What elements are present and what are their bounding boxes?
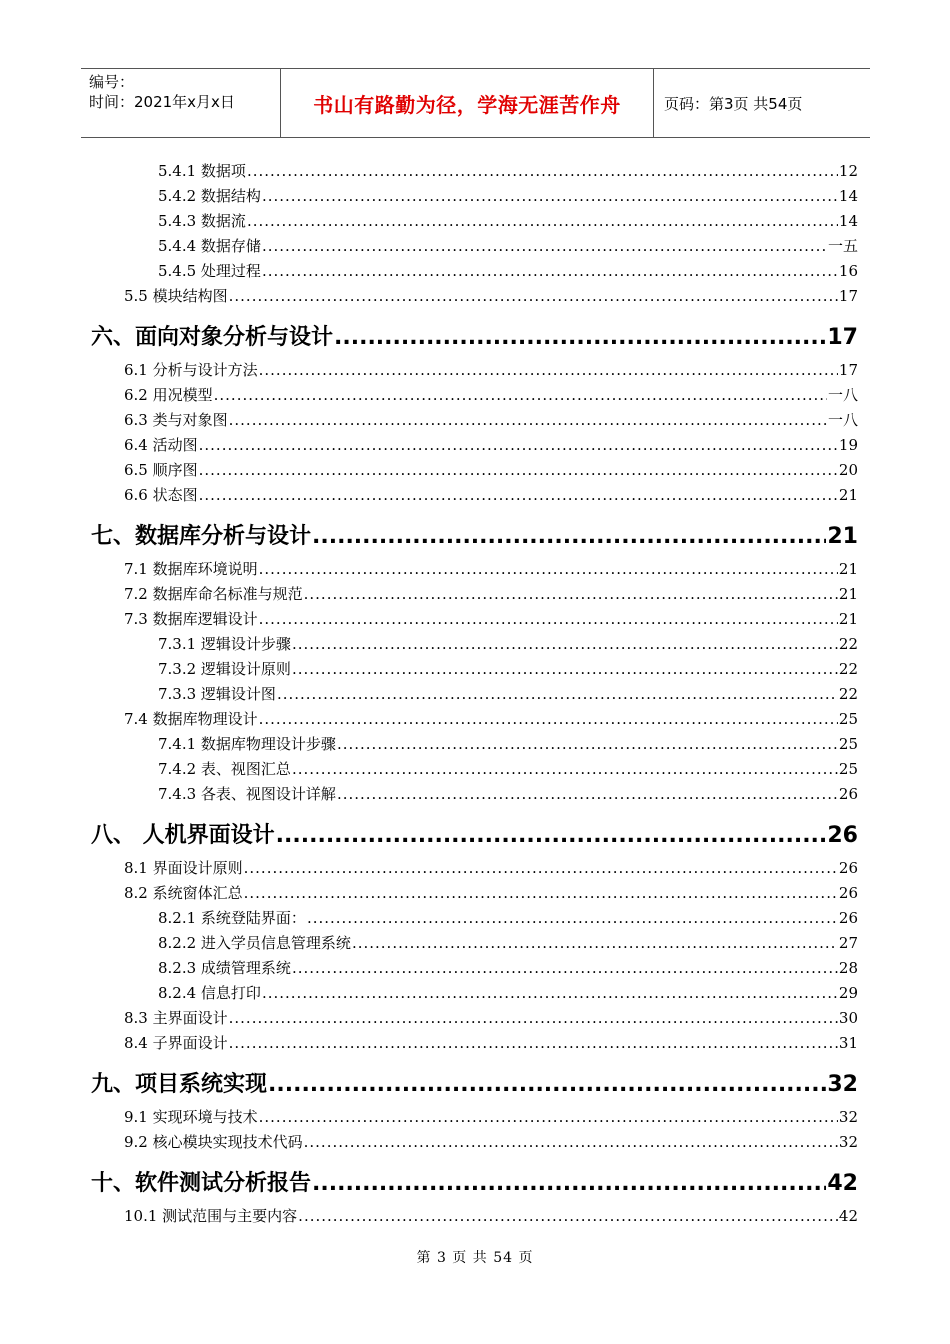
toc-leader-dots bbox=[292, 635, 838, 653]
toc-entry-page: 16 bbox=[838, 262, 858, 280]
toc-entry-label: 8.3 主界面设计 bbox=[124, 1009, 228, 1027]
toc-entry-label: 8.2.2 进入学员信息管理系统 bbox=[158, 934, 351, 952]
toc-leader-dots bbox=[262, 187, 838, 205]
toc-entry-page: 一八 bbox=[827, 411, 858, 429]
toc-entry[interactable] bbox=[158, 160, 858, 181]
toc-chapter-page: 42 bbox=[827, 1171, 858, 1196]
toc-leader-dots bbox=[337, 785, 838, 803]
toc-entry-page: 25 bbox=[838, 760, 858, 778]
toc-entry-page: 14 bbox=[838, 212, 858, 230]
toc-entry[interactable] bbox=[124, 434, 858, 455]
toc-leader-dots bbox=[312, 1171, 826, 1196]
toc-entry-label: 8.2.3 成绩管理系统 bbox=[158, 959, 291, 977]
toc-chapter-label: 七、数据库分析与设计 bbox=[91, 524, 312, 549]
toc-entry-label: 8.2.1 系统登陆界面： bbox=[158, 909, 306, 927]
toc-entry-label: 5.4.1 数据项 bbox=[158, 162, 246, 180]
toc-entry-label: 9.1 实现环境与技术 bbox=[124, 1108, 258, 1126]
toc-entry-page: 29 bbox=[838, 984, 858, 1002]
toc-entry-label: 5.4.5 处理过程 bbox=[158, 262, 261, 280]
toc-entry-page: 19 bbox=[838, 436, 858, 454]
toc-entry-label: 6.2 用况模型 bbox=[124, 386, 213, 404]
toc-entry[interactable] bbox=[124, 1106, 858, 1127]
toc-entry-label: 5.5 模块结构图 bbox=[124, 287, 228, 305]
toc-entry-page: 26 bbox=[838, 909, 858, 927]
toc-entry-page: 21 bbox=[838, 560, 858, 578]
toc-leader-dots bbox=[292, 660, 838, 678]
toc-leader-dots bbox=[244, 859, 838, 877]
toc-leader-dots bbox=[229, 411, 827, 429]
toc-entry-label: 6.6 状态图 bbox=[124, 486, 198, 504]
header-motto: 书山有路勤为径，学海无涯苦作舟 bbox=[313, 92, 621, 117]
toc-entry[interactable] bbox=[158, 907, 858, 928]
toc-leader-dots bbox=[199, 436, 838, 454]
toc-entry[interactable] bbox=[124, 359, 858, 380]
document-number-label: 编号： bbox=[89, 73, 135, 91]
toc-leader-dots bbox=[304, 585, 838, 603]
toc-chapter-label: 六、面向对象分析与设计 bbox=[91, 325, 334, 350]
toc-chapter[interactable] bbox=[91, 1166, 858, 1197]
toc-entry-label: 7.3 数据库逻辑设计 bbox=[124, 610, 258, 628]
toc-leader-dots bbox=[268, 1072, 826, 1097]
toc-chapter-page: 17 bbox=[827, 325, 858, 350]
toc-entry-page: 25 bbox=[838, 735, 858, 753]
toc-leader-dots bbox=[259, 1108, 838, 1126]
header-page-info: 页码：第3页 共54页 bbox=[664, 94, 803, 113]
toc-entry-label: 8.2.4 信息打印 bbox=[158, 984, 261, 1002]
toc-entry-label: 7.4.1 数据库物理设计步骤 bbox=[158, 735, 336, 753]
toc-entry[interactable] bbox=[124, 1007, 858, 1028]
toc-entry-page: 22 bbox=[838, 685, 858, 703]
toc-leader-dots bbox=[247, 162, 838, 180]
toc-entry[interactable] bbox=[124, 459, 858, 480]
toc-entry[interactable] bbox=[124, 285, 858, 306]
header-motto-cell bbox=[281, 69, 654, 137]
toc-entry-label: 8.4 子界面设计 bbox=[124, 1034, 228, 1052]
toc-entry-page: 12 bbox=[838, 162, 858, 180]
toc-entry-page: 28 bbox=[838, 959, 858, 977]
toc-entry[interactable] bbox=[158, 210, 858, 231]
toc-leader-dots bbox=[262, 984, 838, 1002]
toc-entry-page: 22 bbox=[838, 635, 858, 653]
toc-entry[interactable] bbox=[124, 708, 858, 729]
toc-entry-label: 6.1 分析与设计方法 bbox=[124, 361, 258, 379]
page-header bbox=[81, 68, 870, 138]
toc-chapter-label: 八、 人机界面设计 bbox=[91, 823, 275, 848]
toc-entry[interactable] bbox=[124, 608, 858, 629]
toc-leader-dots bbox=[229, 1034, 838, 1052]
toc-entry[interactable] bbox=[158, 733, 858, 754]
toc-entry-page: 21 bbox=[838, 486, 858, 504]
toc-entry[interactable] bbox=[158, 683, 858, 704]
toc-leader-dots bbox=[199, 461, 838, 479]
toc-entry[interactable] bbox=[124, 558, 858, 579]
toc-chapter-page: 32 bbox=[827, 1072, 858, 1097]
toc-leader-dots bbox=[352, 934, 838, 952]
toc-entry[interactable] bbox=[158, 982, 858, 1003]
toc-entry[interactable] bbox=[124, 1131, 858, 1152]
toc-entry-page: 32 bbox=[838, 1108, 858, 1126]
toc-entry-page: 27 bbox=[838, 934, 858, 952]
toc-entry-page: 31 bbox=[838, 1034, 858, 1052]
toc-entry-label: 6.5 顺序图 bbox=[124, 461, 198, 479]
toc-entry-page: 20 bbox=[838, 461, 858, 479]
toc-entry-page: 21 bbox=[838, 585, 858, 603]
toc-leader-dots bbox=[312, 524, 826, 549]
toc-entry-label: 6.3 类与对象图 bbox=[124, 411, 228, 429]
toc-entry[interactable] bbox=[124, 384, 858, 405]
toc-entry-label: 9.2 核心模块实现技术代码 bbox=[124, 1133, 303, 1151]
toc-entry-label: 8.1 界面设计原则 bbox=[124, 859, 243, 877]
toc-entry-page: 17 bbox=[838, 287, 858, 305]
toc-entry[interactable] bbox=[124, 1032, 858, 1053]
toc-entry[interactable] bbox=[158, 260, 858, 281]
toc-entry-label: 5.4.2 数据结构 bbox=[158, 187, 261, 205]
toc-entry-page: 32 bbox=[838, 1133, 858, 1151]
toc-entry-page: 17 bbox=[838, 361, 858, 379]
toc-entry-label: 7.3.1 逻辑设计步骤 bbox=[158, 635, 291, 653]
toc-entry[interactable] bbox=[158, 185, 858, 206]
toc-entry[interactable] bbox=[124, 857, 858, 878]
toc-chapter[interactable] bbox=[91, 818, 858, 849]
toc-leader-dots bbox=[337, 735, 838, 753]
toc-leader-dots bbox=[259, 610, 838, 628]
toc-entry-page: 一五 bbox=[827, 237, 858, 255]
toc-entry[interactable] bbox=[158, 633, 858, 654]
toc-leader-dots bbox=[277, 685, 838, 703]
toc-chapter-label: 十、软件测试分析报告 bbox=[91, 1171, 312, 1196]
toc-chapter-page: 26 bbox=[827, 823, 858, 848]
toc-leader-dots bbox=[304, 1133, 838, 1151]
toc-leader-dots bbox=[334, 325, 826, 350]
document-date: 时间：2021年x月x日 bbox=[89, 93, 235, 111]
toc-leader-dots bbox=[259, 361, 838, 379]
toc-entry[interactable] bbox=[158, 957, 858, 978]
toc-entry-label: 7.3.3 逻辑设计图 bbox=[158, 685, 276, 703]
toc-leader-dots bbox=[214, 386, 827, 404]
toc-leader-dots bbox=[259, 560, 838, 578]
toc-leader-dots bbox=[229, 287, 838, 305]
toc-chapter-label: 九、项目系统实现 bbox=[91, 1072, 268, 1097]
toc-leader-dots bbox=[307, 909, 838, 927]
toc-entry-page: 42 bbox=[838, 1207, 858, 1225]
toc-chapter-page: 21 bbox=[827, 524, 858, 549]
toc-entry-page: 22 bbox=[838, 660, 858, 678]
toc-entry[interactable] bbox=[158, 932, 858, 953]
toc-entry-label: 7.4 数据库物理设计 bbox=[124, 710, 258, 728]
toc-entry-page: 21 bbox=[838, 610, 858, 628]
toc-leader-dots bbox=[276, 823, 827, 848]
toc-entry-label: 8.2 系统窗体汇总 bbox=[124, 884, 243, 902]
toc-entry-label: 7.1 数据库环境说明 bbox=[124, 560, 258, 578]
toc-entry[interactable] bbox=[158, 235, 858, 256]
toc-entry-label: 6.4 活动图 bbox=[124, 436, 198, 454]
toc-entry-label: 5.4.4 数据存储 bbox=[158, 237, 261, 255]
toc-entry-label: 7.4.2 表、视图汇总 bbox=[158, 760, 291, 778]
toc-entry-label: 10.1 测试范围与主要内容 bbox=[124, 1207, 298, 1225]
toc-chapter[interactable] bbox=[91, 320, 858, 351]
header-page-cell bbox=[654, 69, 870, 137]
toc-entry-page: 26 bbox=[838, 884, 858, 902]
toc-leader-dots bbox=[298, 1207, 838, 1225]
header-meta-cell bbox=[81, 69, 281, 137]
toc-entry-page: 14 bbox=[838, 187, 858, 205]
toc-leader-dots bbox=[292, 760, 838, 778]
toc-entry[interactable] bbox=[124, 583, 858, 604]
toc-entry[interactable] bbox=[124, 484, 858, 505]
toc-chapter[interactable] bbox=[91, 519, 858, 550]
page-footer: 第 3 页 共 54 页 bbox=[416, 1250, 534, 1266]
toc-entry-page: 25 bbox=[838, 710, 858, 728]
toc-entry[interactable] bbox=[158, 783, 858, 804]
toc-entry-label: 5.4.3 数据流 bbox=[158, 212, 246, 230]
toc-leader-dots bbox=[247, 212, 838, 230]
toc-entry-page: 26 bbox=[838, 785, 858, 803]
toc-leader-dots bbox=[229, 1009, 838, 1027]
toc-entry-label: 7.4.3 各表、视图设计详解 bbox=[158, 785, 336, 803]
toc-entry[interactable] bbox=[158, 758, 858, 779]
toc-leader-dots bbox=[259, 710, 838, 728]
toc-entry[interactable] bbox=[124, 409, 858, 430]
toc-leader-dots bbox=[292, 959, 838, 977]
toc-entry-page: 30 bbox=[838, 1009, 858, 1027]
toc-entry[interactable] bbox=[124, 1205, 858, 1226]
toc-entry-page: 26 bbox=[838, 859, 858, 877]
toc-entry-label: 7.3.2 逻辑设计原则 bbox=[158, 660, 291, 678]
toc-entry-page: 一八 bbox=[827, 386, 858, 404]
toc-chapter[interactable] bbox=[91, 1067, 858, 1098]
toc-entry[interactable] bbox=[158, 658, 858, 679]
toc-leader-dots bbox=[244, 884, 838, 902]
toc-leader-dots bbox=[199, 486, 838, 504]
toc-entry[interactable] bbox=[124, 882, 858, 903]
toc-entry-label: 7.2 数据库命名标准与规范 bbox=[124, 585, 303, 603]
toc-leader-dots bbox=[262, 237, 827, 255]
toc-leader-dots bbox=[262, 262, 838, 280]
